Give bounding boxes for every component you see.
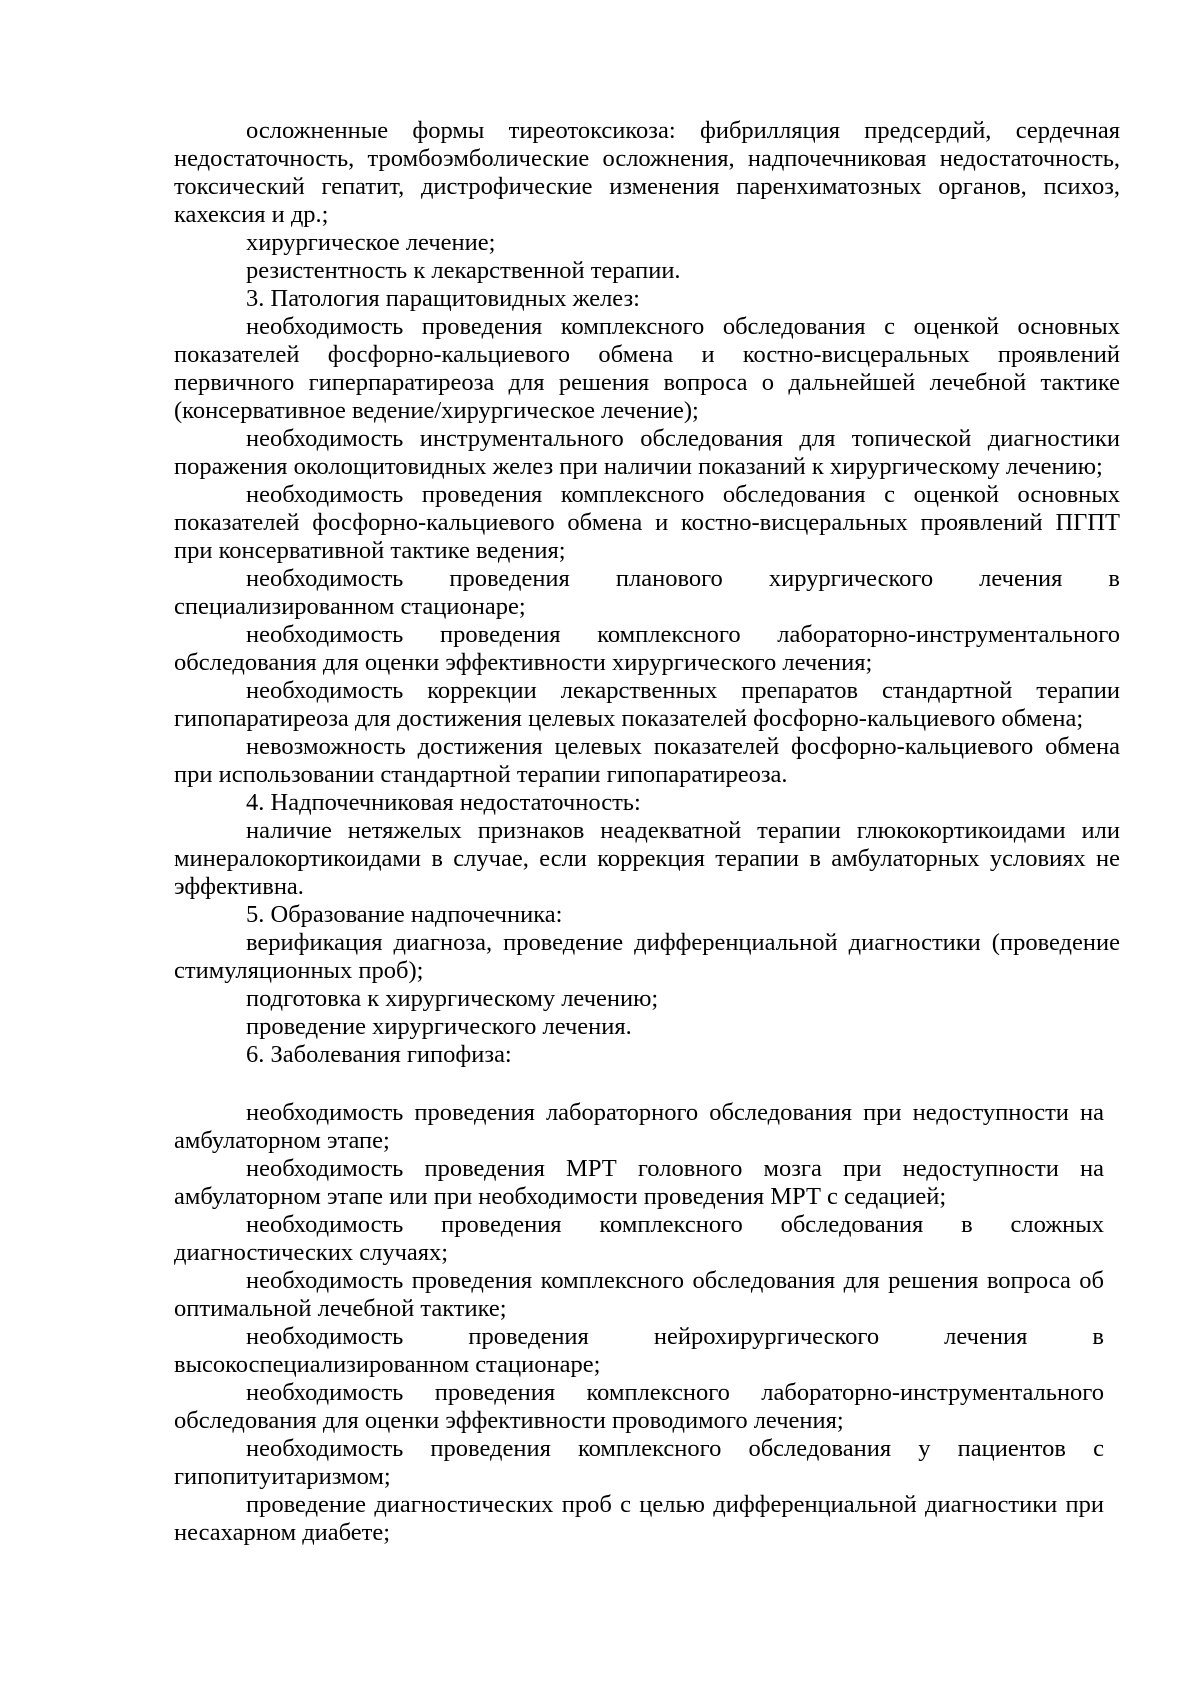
paragraph: проведение хирургического лечения. [246,1013,632,1040]
section-heading: 5. Образование надпочечника: [246,901,563,928]
document-body-lower [174,1099,1104,1547]
paragraph: необходимость проведения нейрохирургического лечения в высокоспециализированном стационаре; [174,1323,1104,1378]
paragraph: подготовка к хирургическому лечению; [246,985,659,1012]
document-body-upper [174,117,1120,1069]
section-heading: 6. Заболевания гипофиза: [246,1041,512,1068]
paragraph: осложненные формы тиреотоксикоза: фибрилляция предсердий, сердечная недостаточность, тромбоэмболические осложнения, надпочечниковая недостаточность, токсический гепатит, дистрофические изменения паренхиматозных органов, психоз, кахексия и др.; [174,117,1120,228]
paragraph: проведение диагностических проб с целью дифференциальной диагностики при несахарном диабете; [174,1491,1104,1546]
paragraph: необходимость проведения комплексного лабораторно-инструментального обследования для оценки эффективности проводимого лечения; [174,1379,1104,1434]
paragraph: необходимость инструментального обследования для топической диагностики поражения околощитовидных желез при наличии показаний к хирургическому лечению; [174,425,1120,480]
paragraph: наличие нетяжелых признаков неадекватной терапии глюкокортикоидами или минералокортикоидами в случае, если коррекция терапии в амбулаторных условиях не эффективна. [174,817,1120,900]
paragraph: необходимость проведения комплексного лабораторно-инструментального обследования для оценки эффективности хирургического лечения; [174,621,1120,676]
paragraph: необходимость проведения комплексного обследования с оценкой основных показателей фосфорно-кальциевого обмена и костно-висцеральных проявлений первичного гиперпаратиреоза для решения вопроса о дальнейшей лечебной тактике (консервативное ведение/хирургическое лечение); [174,313,1120,424]
paragraph: необходимость проведения МРТ головного мозга при недоступности на амбулаторном этапе или при необходимости проведения МРТ с седацией; [174,1155,1104,1210]
paragraph: необходимость проведения лабораторного обследования при недоступности на амбулаторном этапе; [174,1099,1104,1154]
paragraph: необходимость коррекции лекарственных препаратов стандартной терапии гипопаратиреоза для достижения целевых показателей фосфорно-кальциевого обмена; [174,677,1120,732]
paragraph: хирургическое лечение; [246,229,496,256]
paragraph: резистентность к лекарственной терапии. [246,257,681,284]
paragraph: необходимость проведения планового хирургического лечения в специализированном стационаре; [174,565,1120,620]
paragraph: необходимость проведения комплексного обследования с оценкой основных показателей фосфорно-кальциевого обмена и костно-висцеральных проявлений ПГПТ при консервативной тактике ведения; [174,481,1120,564]
section-heading: 4. Надпочечниковая недостаточность: [246,789,641,816]
paragraph: необходимость проведения комплексного обследования у пациентов с гипопитуитаризмом; [174,1435,1104,1490]
paragraph: невозможность достижения целевых показателей фосфорно-кальциевого обмена при использовании стандартной терапии гипопаратиреоза. [174,733,1120,788]
paragraph: необходимость проведения комплексного обследования для решения вопроса об оптимальной лечебной тактике; [174,1267,1104,1322]
paragraph: верификация диагноза, проведение дифференциальной диагностики (проведение стимуляционных проб); [174,929,1120,984]
paragraph: необходимость проведения комплексного обследования в сложных диагностических случаях; [174,1211,1104,1266]
section-heading: 3. Патология паращитовидных желез: [246,285,640,312]
